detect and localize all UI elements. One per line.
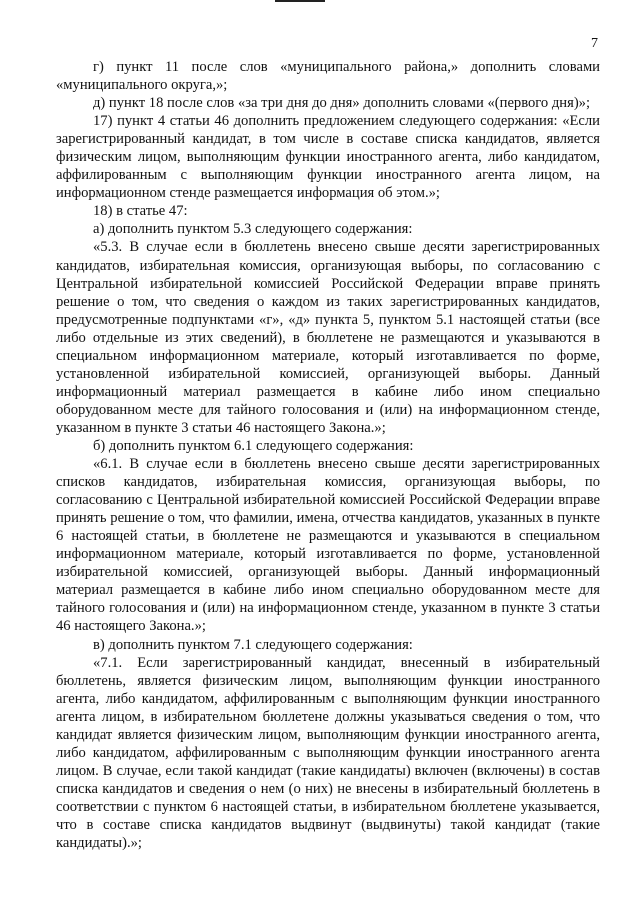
paragraph-clause-5-3: «5.3. В случае если в бюллетень внесено свыше десяти зарегистрированных кандидатов, избирательная комиссия, организующая выборы, по согласованию с Центральной избирательной комиссией Российской Федерации вправе принять решение о том, что сведения о каждом из таких зарегистрированных кандидатов, предусмотренные подпунктами «г», «д» пункта 5, пунктом 5.1 настоящей статьи (все либо отдельные из этих сведений), в бюллетене не размещаются и указываются в специальном информационном материале, который изготавливается по форме, установленной избирательной комиссией, организующей выборы. Данный информационный материал размещается в кабине либо ином специально оборудованном месте для тайного голосования и (или) на информационном стенде, указанном в пункте 3 статьи 46 настоящего Закона.»; <box>56 239 600 436</box>
paragraph-item-a: а) дополнить пунктом 5.3 следующего содержания: <box>93 221 413 238</box>
paragraph-clause-7-1: «7.1. Если зарегистрированный кандидат, внесенный в избирательный бюллетень, является физическим лицом, выполняющим функции иностранного агента, либо кандидатом, аффилированным с выполняющим функции иностранного агента лицом, в избирательном бюллетене должны указываться сведения о том, что кандидат является физическим лицом, выполняющим функции иностранного агента, либо кандидатом, аффилированным с выполняющим функции иностранного агента лицом. В случае, если такой кандидат (такие кандидаты) включен (включены) в состав списка кандидатов и сведения о нем (о них) не внесены в избирательный бюллетень в соответствии с пунктом 6 настоящей статьи, в избирательном бюллетене указывается, что в составе списка кандидатов выдвинут (выдвинуты) такой кандидат (такие кандидаты).»; <box>56 654 600 852</box>
page-number: 7 <box>591 36 598 51</box>
paragraph-item-18: 18) в статье 47: <box>93 203 188 220</box>
paragraph-item-b: б) дополнить пунктом 6.1 следующего содержания: <box>93 437 414 454</box>
paragraph-item-17: 17) пункт 4 статьи 46 дополнить предложением следующего содержания: «Если зарегистрированный кандидат, в том числе в составе списка кандидатов, является физическим лицом, выполняющим функции иностранного агента, либо кандидатом, аффилированным с выполняющим функции иностранного агента лицом, на информационном стенде размещается информация об этом.»; <box>56 113 600 202</box>
paragraph-item-v: в) дополнить пунктом 7.1 следующего содержания: <box>93 636 413 653</box>
paragraph-clause-6-1: «6.1. В случае если в бюллетень внесено свыше десяти зарегистрированных списков кандидатов, избирательная комиссия, организующая выборы, по согласованию с Центральной избирательной комиссией Российской Федерации вправе принять решение о том, что фамилии, имена, отчества кандидатов, указанных в пункте 6 настоящей статьи, в бюллетене не размещаются и указываются в специальном информационном материале, который изготавливается по форме, установленной избирательной комиссией, организующей выборы. Данный информационный материал размещается в кабине либо ином специально оборудованном месте для тайного голосования и (или) на информационном стенде, указанном в пункте 3 статьи 46 настоящего Закона.»; <box>56 456 600 635</box>
document-body <box>56 58 600 852</box>
paragraph-item-d: д) пункт 18 после слов «за три дня до дня» дополнить словами «(первого дня)»; <box>93 95 591 112</box>
paragraph-item-g: г) пункт 11 после слов «муниципального района,» дополнить словами «муниципального округа,»; <box>56 59 600 94</box>
top-rule <box>275 0 325 2</box>
